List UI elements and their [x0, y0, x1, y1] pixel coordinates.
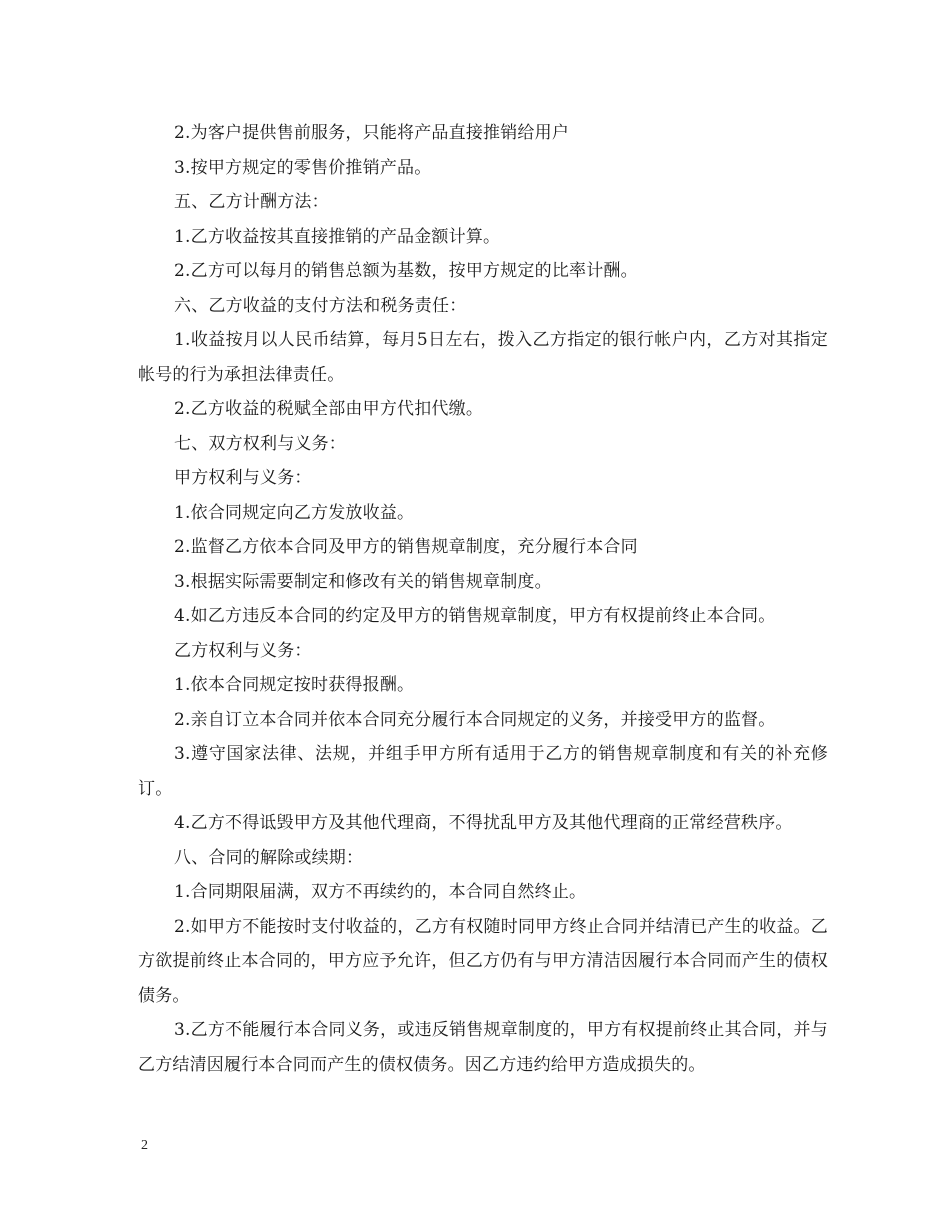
paragraph: 1.收益按月以人民币结算，每月5日左右，拨入乙方指定的银行帐户内，乙方对其指定帐号的行为承担法律责任。: [138, 330, 828, 385]
paragraph: 4.如乙方违反本合同的约定及甲方的销售规章制度，甲方有权提前终止本合同。: [174, 606, 776, 626]
paragraph: 2.为客户提供售前服务，只能将产品直接推销给用户: [174, 123, 570, 143]
subsection-heading: 乙方权利与义务：: [174, 640, 312, 661]
paragraph: 2.亲自订立本合同并依本合同充分履行本合同规定的义务，并接受甲方的监督。: [174, 709, 776, 730]
section-heading: 八、合同的解除或续期：: [174, 847, 364, 868]
paragraph: 2.乙方收益的税赋全部由甲方代扣代缴。: [174, 399, 484, 419]
paragraph: 1.合同期限届满，双方不再续约的，本合同自然终止。: [174, 882, 587, 902]
section-heading: 五、乙方计酬方法：: [174, 192, 329, 212]
paragraph: 1.依本合同规定按时获得报酬。: [174, 675, 415, 695]
document-body: [138, 116, 828, 1082]
paragraph: 2.乙方可以每月的销售总额为基数，按甲方规定的比率计酬。: [174, 261, 638, 281]
paragraph: 3.按甲方规定的零售价推销产品。: [174, 157, 432, 178]
paragraph: 3.根据实际需要制定和修改有关的销售规章制度。: [174, 571, 552, 592]
paragraph: 2.监督乙方依本合同及甲方的销售规章制度，充分履行本合同: [174, 537, 638, 557]
paragraph: 3.乙方不能履行本合同义务，或违反销售规章制度的，甲方有权提前终止其合同，并与乙方结清因履行本合同而产生的债权债务。因乙方违约给甲方造成损失的。: [138, 1020, 828, 1075]
section-heading: 七、双方权利与义务：: [174, 433, 346, 454]
paragraph: 2.如甲方不能按时支付收益的，乙方有权随时同甲方终止合同并结清已产生的收益。乙方欲提前终止本合同的，甲方应予允许，但乙方仍有与甲方清洁因履行本合同而产生的债权债务。: [138, 916, 828, 1006]
paragraph: 4.乙方不得诋毁甲方及其他代理商，不得扰乱甲方及其他代理商的正常经营秩序。: [174, 813, 793, 833]
page-number: 2: [141, 1138, 148, 1153]
subsection-heading: 甲方权利与义务：: [174, 468, 312, 488]
paragraph: 1.依合同规定向乙方发放收益。: [174, 502, 415, 523]
paragraph: 3.遵守国家法律、法规，并组手甲方所有适用于乙方的销售规章制度和有关的补充修订。: [138, 744, 828, 799]
section-heading: 六、乙方收益的支付方法和税务责任：: [174, 295, 467, 316]
paragraph: 1.乙方收益按其直接推销的产品金额计算。: [174, 226, 501, 247]
